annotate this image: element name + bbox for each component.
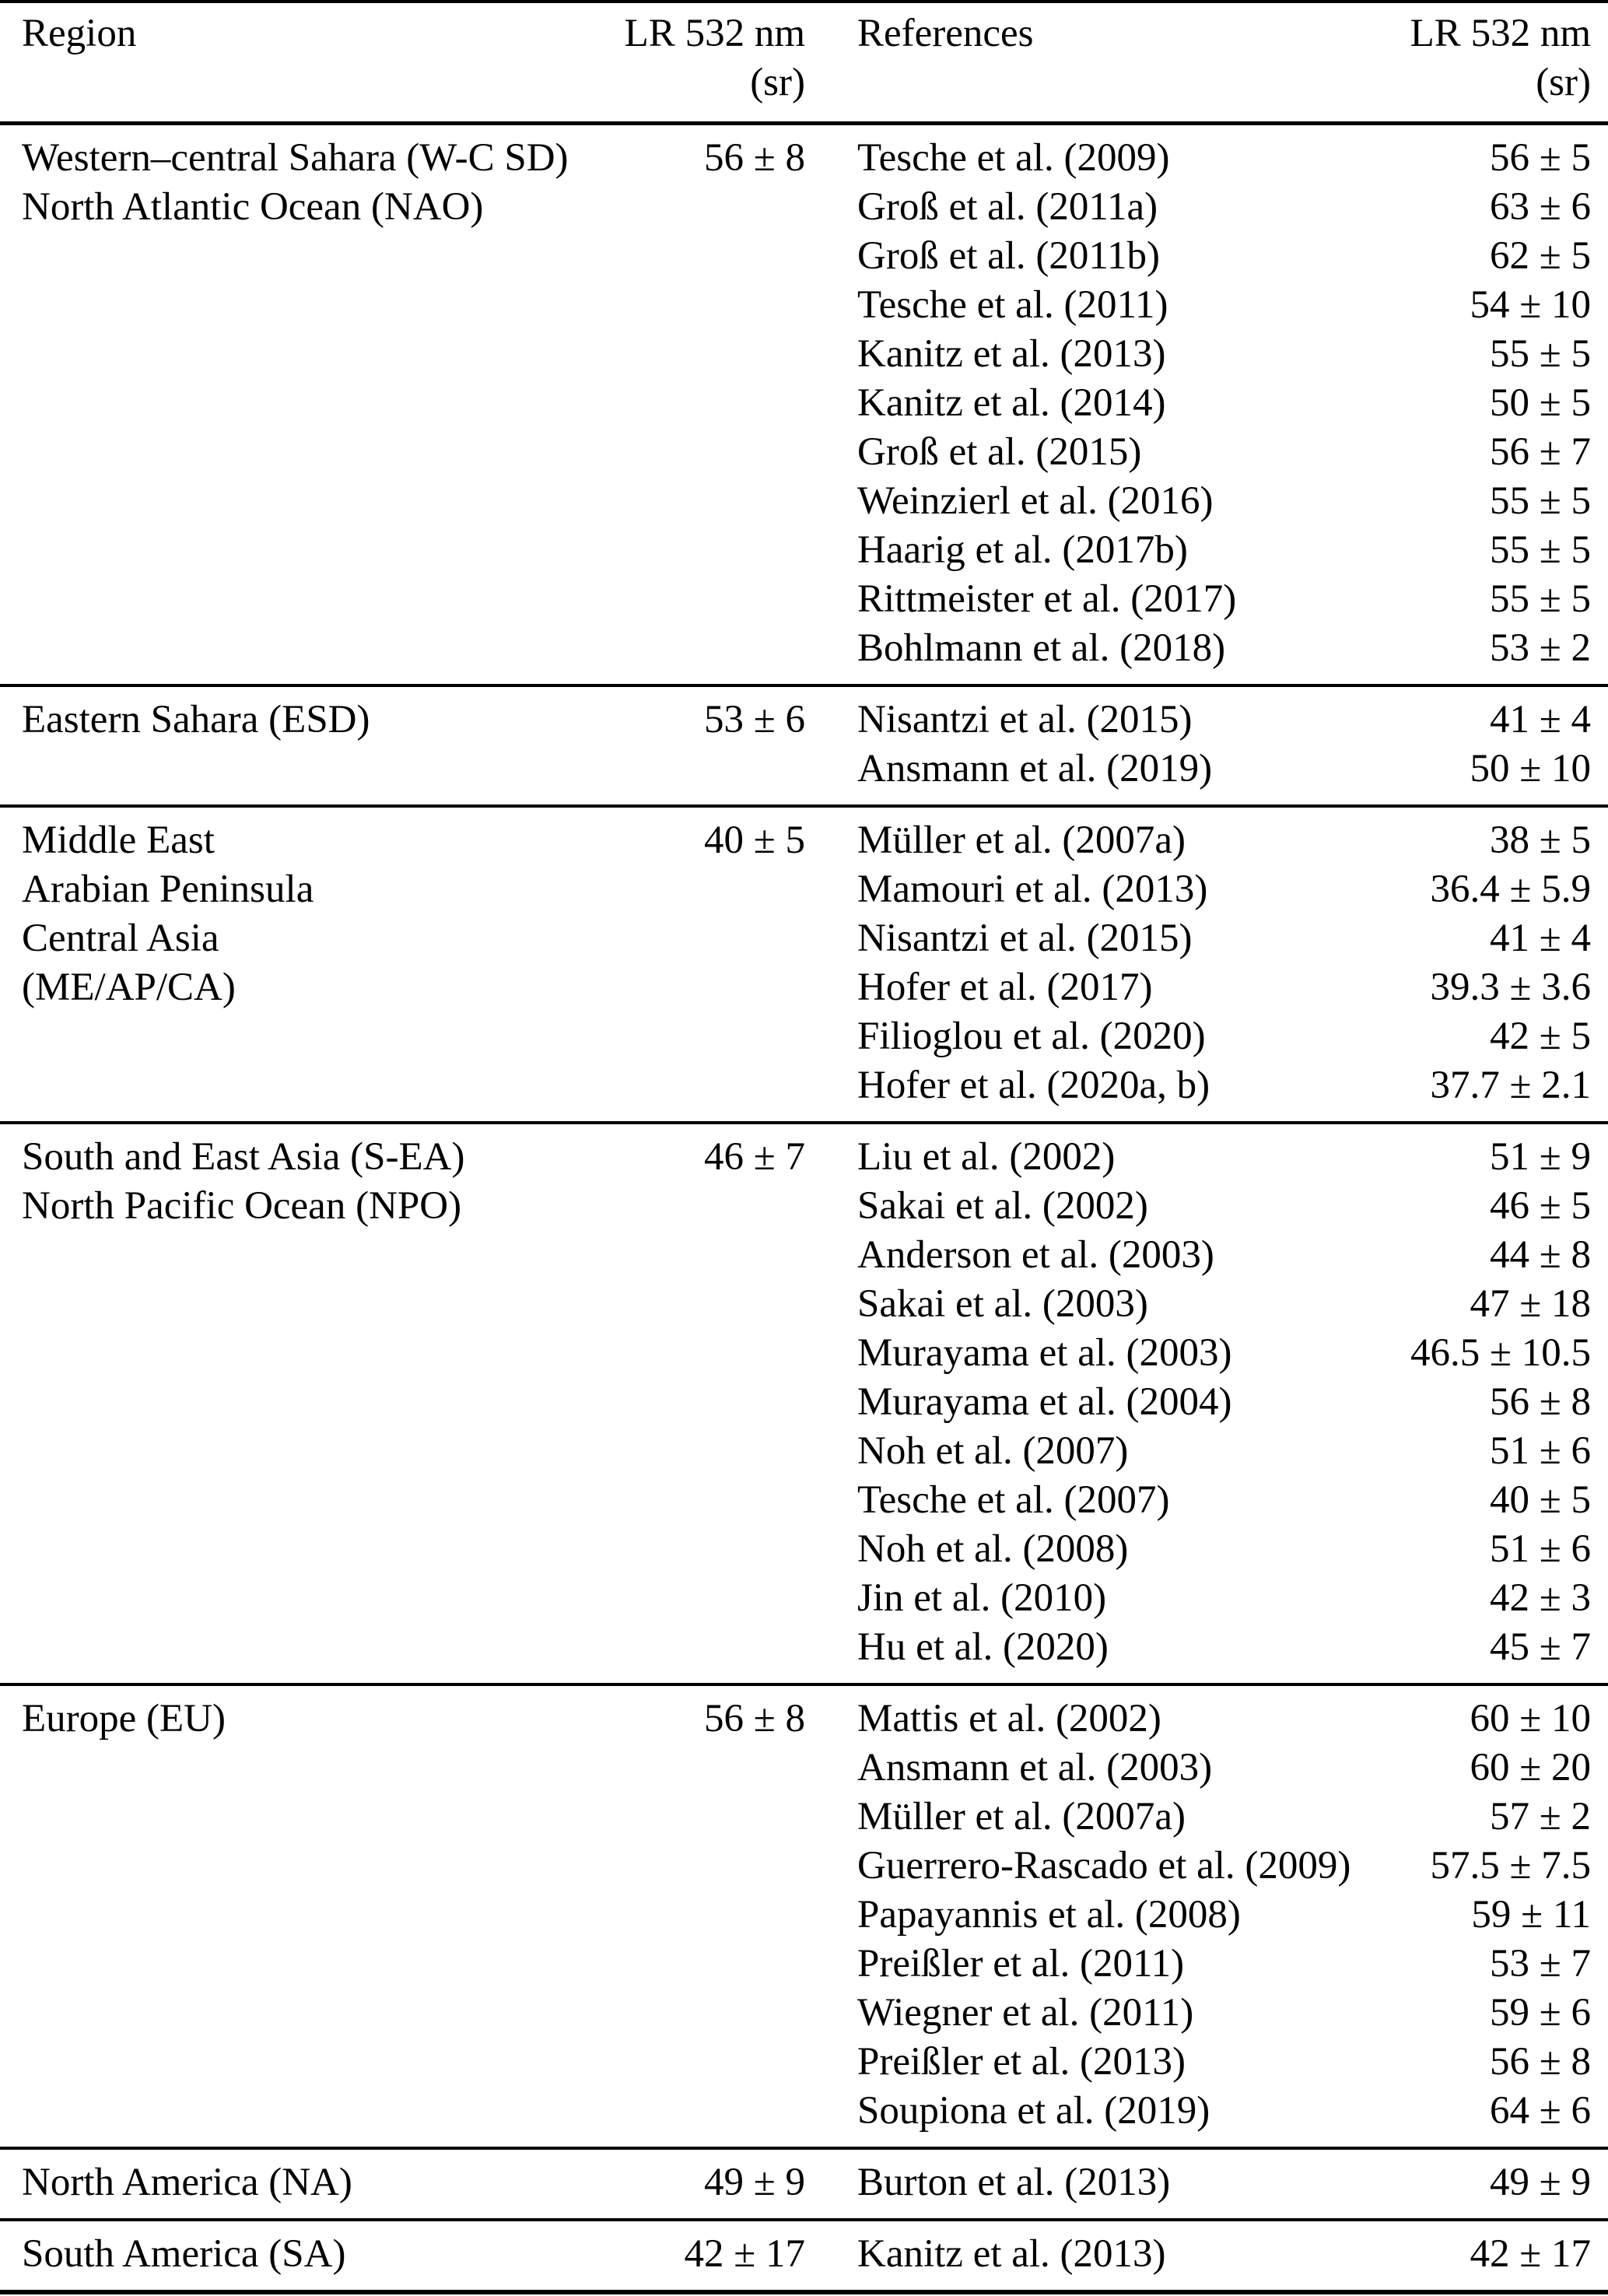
header-region-label: Region xyxy=(22,12,137,55)
region-line: (ME/AP/CA) xyxy=(22,966,236,1009)
reference-lr-cell: 36.4 ± 5.9 xyxy=(1430,868,1591,911)
reference-lr-cell: 64 ± 6 xyxy=(1490,2089,1591,2133)
reference-lr-cell: 51 ± 6 xyxy=(1490,1527,1591,1571)
reference-cell: Bohlmann et al. (2018) xyxy=(857,626,1226,670)
region-line: South America (SA) xyxy=(22,2232,346,2276)
reference-cell: Papayannis et al. (2008) xyxy=(857,1893,1241,1937)
table-group xyxy=(0,806,1608,1123)
reference-cell: Soupiona et al. (2019) xyxy=(857,2089,1210,2133)
reference-cell: Tesche et al. (2007) xyxy=(857,1478,1170,1522)
reference-cell: Hu et al. (2020) xyxy=(857,1625,1109,1669)
reference-cell: Weinzierl et al. (2016) xyxy=(857,479,1214,523)
reference-lr-cell: 46.5 ± 10.5 xyxy=(1410,1331,1591,1375)
table-row xyxy=(0,1123,1608,1182)
reference-lr-cell: 38 ± 5 xyxy=(1490,818,1591,862)
region-line: North Atlantic Ocean (NAO) xyxy=(22,185,484,229)
reference-cell: Müller et al. (2007a) xyxy=(857,818,1186,862)
reference-lr-cell: 44 ± 8 xyxy=(1490,1233,1591,1277)
region-cell xyxy=(0,685,545,806)
region-line: Central Asia xyxy=(22,917,219,960)
reference-cell: Kanitz et al. (2014) xyxy=(857,381,1166,425)
header-row xyxy=(0,2,1608,124)
reference-cell: Sakai et al. (2003) xyxy=(857,1282,1148,1326)
reference-lr-cell: 50 ± 10 xyxy=(1470,747,1591,790)
header-lr-region xyxy=(545,2,805,124)
reference-lr-cell: 56 ± 5 xyxy=(1490,136,1591,180)
reference-lr-cell: 59 ± 11 xyxy=(1471,1893,1591,1937)
region-cell xyxy=(0,806,545,1123)
reference-lr-cell: 60 ± 10 xyxy=(1470,1697,1591,1740)
reference-lr-cell: 55 ± 5 xyxy=(1490,332,1591,376)
region-line: North Pacific Ocean (NPO) xyxy=(22,1184,462,1228)
table-row xyxy=(0,2148,1608,2220)
region-line: Western–central Sahara (W-C SD) xyxy=(22,136,569,180)
header-references xyxy=(805,2,1252,124)
reference-cell: Kanitz et al. (2013) xyxy=(857,2232,1166,2276)
region-lr-cell: 42 ± 17 xyxy=(684,2232,805,2276)
reference-cell: Ansmann et al. (2003) xyxy=(857,1746,1213,1789)
region-cell xyxy=(0,124,569,686)
reference-cell: Haarig et al. (2017b) xyxy=(857,528,1188,572)
reference-lr-cell: 42 ± 3 xyxy=(1490,1576,1591,1620)
table-group xyxy=(0,1684,1608,2148)
reference-cell: Tesche et al. (2009) xyxy=(857,136,1170,180)
table-group xyxy=(0,2148,1608,2220)
table-group xyxy=(0,124,1608,686)
region-cell xyxy=(0,1684,545,2148)
header-lr-region-label: LR 532 nm xyxy=(624,12,805,55)
reference-cell: Filioglou et al. (2020) xyxy=(857,1015,1206,1058)
header-lr-reference-label: LR 532 nm xyxy=(1410,12,1591,55)
reference-lr-cell: 53 ± 7 xyxy=(1490,1942,1591,1986)
region-lr-cell: 56 ± 8 xyxy=(704,1697,805,1740)
region-lr-cell: 40 ± 5 xyxy=(704,818,805,862)
reference-cell: Murayama et al. (2004) xyxy=(857,1380,1232,1424)
table-row xyxy=(0,685,1608,745)
reference-cell: Noh et al. (2008) xyxy=(857,1527,1129,1571)
reference-cell: Groß et al. (2011a) xyxy=(857,185,1158,229)
region-lr-cell: 49 ± 9 xyxy=(704,2161,805,2204)
region-cell xyxy=(0,2220,545,2292)
reference-lr-cell: 55 ± 5 xyxy=(1490,577,1591,621)
reference-cell: Burton et al. (2013) xyxy=(857,2161,1171,2204)
region-lr-cell: 46 ± 7 xyxy=(704,1135,805,1179)
reference-lr-cell: 54 ± 10 xyxy=(1470,283,1591,327)
reference-lr-cell: 47 ± 18 xyxy=(1470,1282,1591,1326)
reference-cell: Tesche et al. (2011) xyxy=(857,283,1168,327)
region-line: Eastern Sahara (ESD) xyxy=(22,698,370,741)
reference-lr-cell: 37.7 ± 2.1 xyxy=(1430,1064,1591,1107)
reference-lr-cell: 40 ± 5 xyxy=(1490,1478,1591,1522)
table-row xyxy=(0,124,1608,184)
table-group xyxy=(0,2220,1608,2292)
region-line: North America (NA) xyxy=(22,2161,352,2204)
reference-lr-cell: 50 ± 5 xyxy=(1490,381,1591,425)
reference-lr-cell: 55 ± 5 xyxy=(1490,479,1591,523)
reference-lr-cell: 55 ± 5 xyxy=(1490,528,1591,572)
reference-lr-cell: 63 ± 6 xyxy=(1490,185,1591,229)
reference-lr-cell: 45 ± 7 xyxy=(1490,1625,1591,1669)
reference-cell: Groß et al. (2015) xyxy=(857,430,1142,474)
header-region xyxy=(0,2,545,124)
reference-lr-cell: 42 ± 17 xyxy=(1470,2232,1591,2276)
header-lr-reference-unit: (sr) xyxy=(1536,61,1591,104)
reference-cell: Mamouri et al. (2013) xyxy=(857,868,1208,911)
reference-lr-cell: 39.3 ± 3.6 xyxy=(1430,966,1591,1009)
region-line: Europe (EU) xyxy=(22,1697,226,1740)
header-lr-region-unit: (sr) xyxy=(750,61,805,104)
region-cell xyxy=(0,1123,545,1684)
table-group xyxy=(0,685,1608,806)
reference-cell: Anderson et al. (2003) xyxy=(857,1233,1214,1277)
reference-lr-cell: 42 ± 5 xyxy=(1490,1015,1591,1058)
reference-lr-cell: 60 ± 20 xyxy=(1470,1746,1591,1789)
table-group xyxy=(0,1123,1608,1684)
reference-lr-cell: 46 ± 5 xyxy=(1490,1184,1591,1228)
reference-cell: Kanitz et al. (2013) xyxy=(857,332,1166,376)
table-row xyxy=(0,806,1608,865)
region-lr-cell: 53 ± 6 xyxy=(704,698,805,741)
reference-lr-cell: 56 ± 8 xyxy=(1490,1380,1591,1424)
reference-lr-cell: 41 ± 4 xyxy=(1490,698,1591,741)
reference-cell: Liu et al. (2002) xyxy=(857,1135,1116,1179)
reference-lr-cell: 41 ± 4 xyxy=(1490,917,1591,960)
reference-lr-cell: 57 ± 2 xyxy=(1490,1795,1591,1839)
region-line: Middle East xyxy=(22,818,215,862)
reference-cell: Müller et al. (2007a) xyxy=(857,1795,1186,1839)
reference-cell: Wiegner et al. (2011) xyxy=(857,1991,1194,2035)
reference-cell: Mattis et al. (2002) xyxy=(857,1697,1161,1740)
reference-lr-cell: 51 ± 6 xyxy=(1490,1429,1591,1473)
region-lr-cell: 56 ± 8 xyxy=(704,136,805,180)
reference-cell: Hofer et al. (2020a, b) xyxy=(857,1064,1210,1107)
region-cell xyxy=(0,2148,545,2220)
region-line: South and East Asia (S-EA) xyxy=(22,1135,465,1179)
header-lr-reference xyxy=(1252,2,1608,124)
reference-cell: Preißler et al. (2011) xyxy=(857,1942,1185,1986)
reference-cell: Ansmann et al. (2019) xyxy=(857,747,1213,790)
reference-cell: Nisantzi et al. (2015) xyxy=(857,698,1193,741)
reference-lr-cell: 62 ± 5 xyxy=(1490,234,1591,278)
header-references-label: References xyxy=(857,12,1034,55)
reference-lr-cell: 49 ± 9 xyxy=(1490,2161,1591,2204)
reference-lr-cell: 57.5 ± 7.5 xyxy=(1430,1844,1591,1888)
reference-cell: Noh et al. (2007) xyxy=(857,1429,1129,1473)
reference-cell: Sakai et al. (2002) xyxy=(857,1184,1148,1228)
table-header xyxy=(0,2,1608,124)
reference-cell: Murayama et al. (2003) xyxy=(857,1331,1232,1375)
reference-lr-cell: 56 ± 7 xyxy=(1490,430,1591,474)
reference-lr-cell: 53 ± 2 xyxy=(1490,626,1591,670)
reference-cell: Hofer et al. (2017) xyxy=(857,966,1153,1009)
table-row xyxy=(0,2220,1608,2292)
reference-cell: Rittmeister et al. (2017) xyxy=(857,577,1237,621)
region-line: Arabian Peninsula xyxy=(22,868,314,911)
reference-cell: Groß et al. (2011b) xyxy=(857,234,1160,278)
reference-cell: Guerrero-Rascado et al. (2009) xyxy=(857,1844,1351,1888)
reference-lr-cell: 59 ± 6 xyxy=(1490,1991,1591,2035)
reference-cell: Jin et al. (2010) xyxy=(857,1576,1107,1620)
reference-lr-cell: 56 ± 8 xyxy=(1490,2040,1591,2084)
table-row xyxy=(0,1684,1608,1744)
reference-cell: Nisantzi et al. (2015) xyxy=(857,917,1193,960)
reference-lr-cell: 51 ± 9 xyxy=(1490,1135,1591,1179)
reference-cell: Preißler et al. (2013) xyxy=(857,2040,1186,2084)
